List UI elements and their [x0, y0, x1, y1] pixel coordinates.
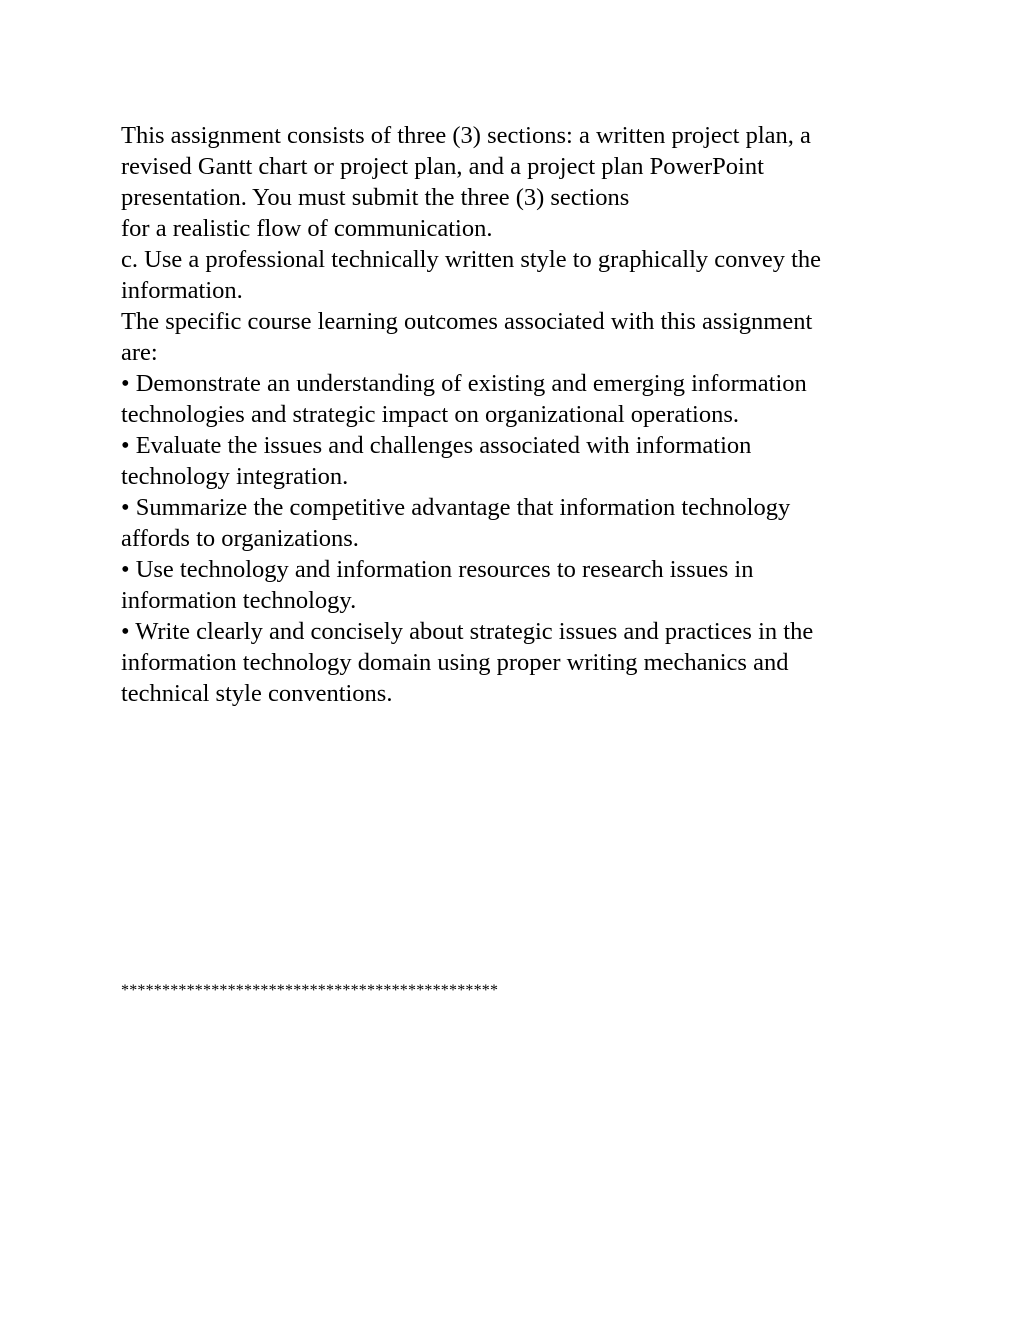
bullet-line: • Use technology and information resources to research issues in: [121, 556, 754, 583]
text-line: technology integration.: [121, 463, 349, 490]
asterisk-separator: **********************************************: [121, 982, 499, 999]
text-line: technical style conventions.: [121, 680, 393, 707]
bullet-line: • Summarize the competitive advantage that information technology: [121, 494, 791, 521]
bullet-line: • Evaluate the issues and challenges associated with information: [121, 432, 752, 459]
text-line: for a realistic flow of communication.: [121, 215, 493, 242]
text-line: information.: [121, 277, 243, 304]
bullet-line: • Write clearly and concisely about strategic issues and practices in the: [121, 618, 814, 645]
text-line: are:: [121, 339, 158, 366]
text-line: affords to organizations.: [121, 525, 359, 552]
text-line: information technology domain using proper writing mechanics and: [121, 649, 789, 676]
text-line: The specific course learning outcomes associated with this assignment: [121, 308, 813, 335]
bullet-line: • Demonstrate an understanding of existing and emerging information: [121, 370, 807, 397]
text-line: c. Use a professional technically written style to graphically convey the: [121, 246, 822, 273]
document-body: [121, 120, 911, 709]
text-line: technologies and strategic impact on organizational operations.: [121, 401, 739, 428]
text-line: This assignment consists of three (3) sections: a written project plan, a: [121, 122, 811, 149]
text-line: information technology.: [121, 587, 357, 614]
text-line: revised Gantt chart or project plan, and a project plan PowerPoint: [121, 153, 764, 180]
text-line: presentation. You must submit the three (3) sections: [121, 184, 630, 211]
